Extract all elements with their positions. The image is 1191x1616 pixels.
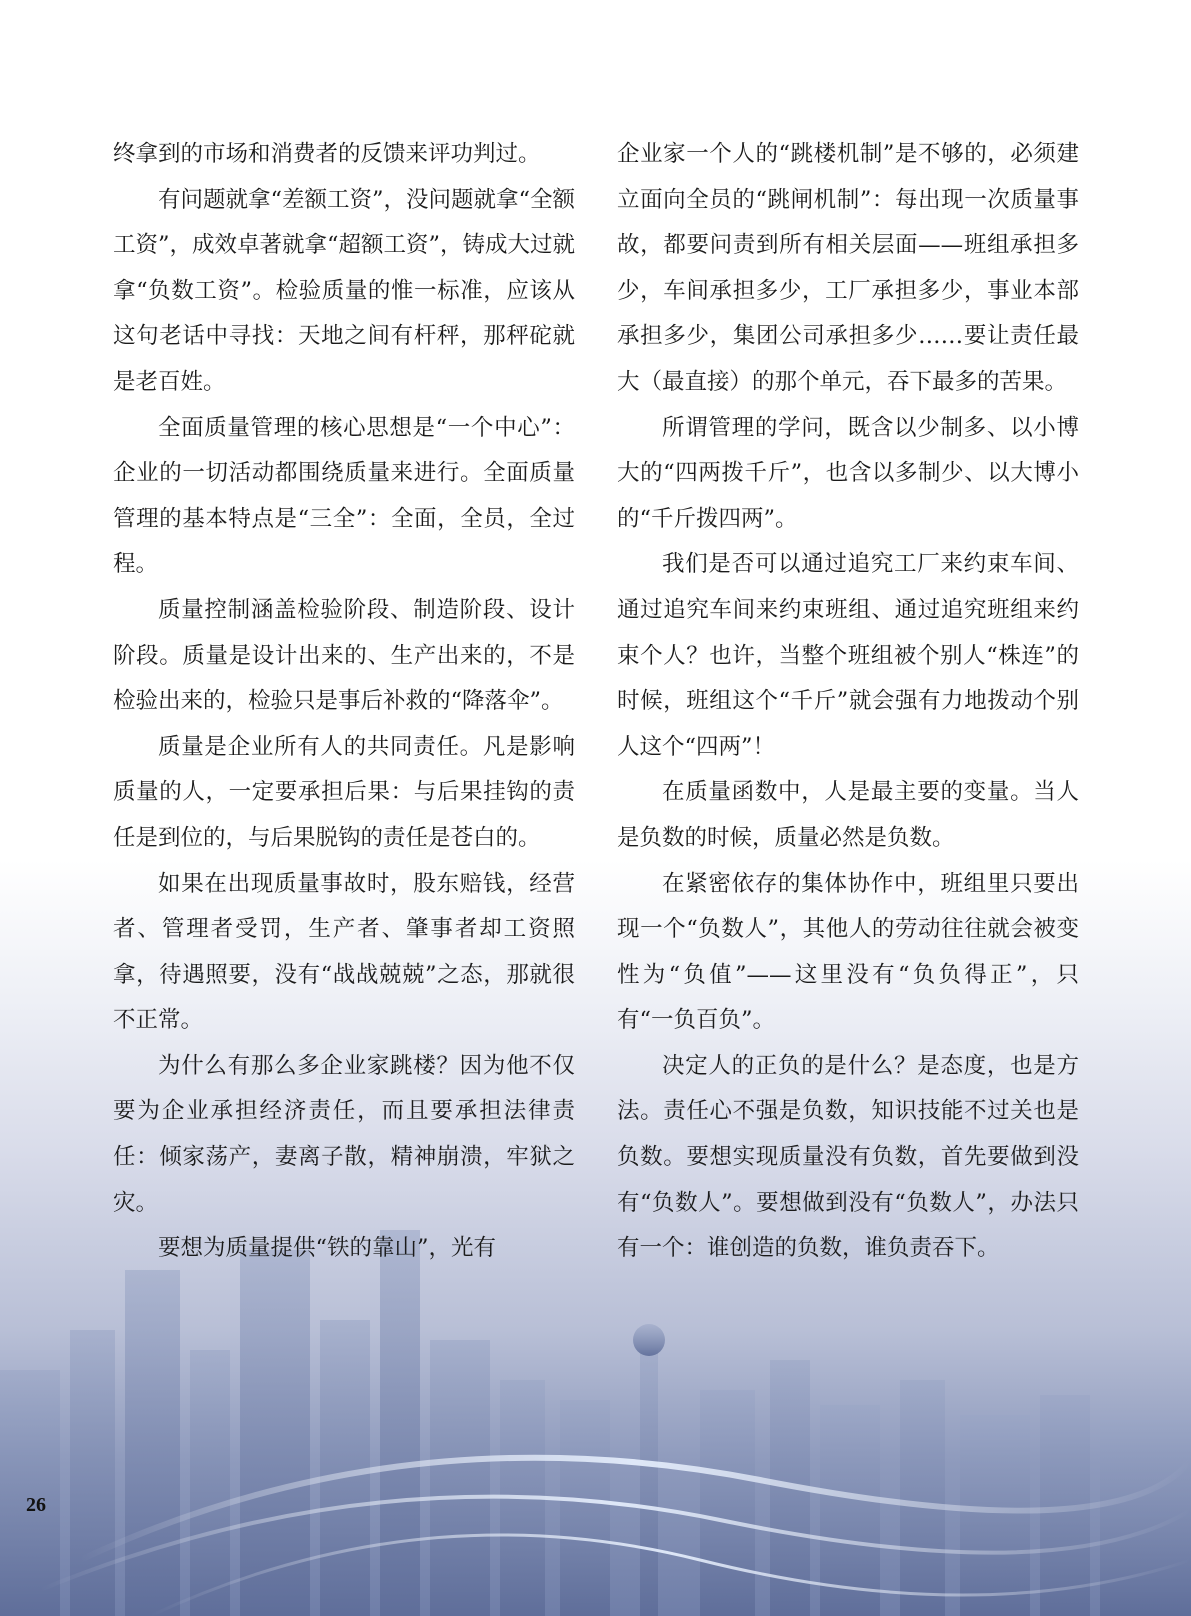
paragraph: 终拿到的市场和消费者的反馈来评功判过。	[113, 141, 541, 167]
paragraph: 企业家一个人的“跳楼机制”是不够的，必须建立面向全员的“跳闸机制”：每出现一次质量事故，都要问责到所有相关层面——班组承担多少，车间承担多少，工厂承担多少，事业本部承担多少，集团公司承担多少……要让责任最大（最直接）的那个单元，吞下最多的苦果。	[617, 141, 1079, 395]
paragraph: 质量控制涵盖检验阶段、制造阶段、设计阶段。质量是设计出来的、生产出来的，不是检验出来的，检验只是事后补救的“降落伞”。	[113, 596, 575, 715]
paragraph: 决定人的正负的是什么？是态度，也是方法。责任心不强是负数，知识技能不过关也是负数。要想实现质量没有负数，首先要做到没有“负数人”。要想做到没有“负数人”，办法只有一个：谁创造的负数，谁负责吞下。	[617, 1052, 1079, 1262]
paragraph: 所谓管理的学问，既含以少制多、以小博大的“四两拨千斤”，也含以多制少、以大博小的“千斤拨四两”。	[617, 414, 1079, 532]
paragraph: 在紧密依存的集体协作中，班组里只要出现一个“负数人”，其他人的劳动往往就会被变性为“负值”——这里没有“负负得正”，只有“一负百负”。	[617, 870, 1079, 1034]
paragraph: 为什么有那么多企业家跳楼？因为他不仅要为企业承担经济责任，而且要承担法律责任：倾家荡产，妻离子散，精神崩溃，牢狱之灾。	[113, 1052, 575, 1216]
city-skyline-image	[0, 1230, 1191, 1616]
page-number: 26	[26, 1494, 46, 1516]
right-text-column	[617, 132, 1079, 1272]
paragraph: 在质量函数中，人是最主要的变量。当人是负数的时候，质量必然是负数。	[617, 779, 1079, 851]
paragraph: 质量是企业所有人的共同责任。凡是影响质量的人，一定要承担后果：与后果挂钩的责任是到位的，与后果脱钩的责任是苍白的。	[113, 733, 575, 851]
paragraph: 要想为质量提供“铁的靠山”，光有	[158, 1235, 497, 1262]
left-text-column	[113, 132, 575, 1272]
paragraph: 全面质量管理的核心思想是“一个中心”：企业的一切活动都围绕质量来进行。全面质量管理的基本特点是“三全”：全面，全员，全过程。	[113, 414, 575, 578]
paragraph: 如果在出现质量事故时，股东赔钱，经营者、管理者受罚，生产者、肇事者却工资照拿，待遇照要，没有“战战兢兢”之态，那就很不正常。	[113, 870, 575, 1034]
paragraph: 我们是否可以通过追究工厂来约束车间、通过追究车间来约束班组、通过追究班组来约束个人？也许，当整个班组被个别人“株连”的时候，班组这个“千斤”就会强有力地拨动个别人这个“四两”！	[617, 551, 1079, 760]
paragraph: 有问题就拿“差额工资”，没问题就拿“全额工资”，成效卓著就拿“超额工资”，铸成大过就拿“负数工资”。检验质量的惟一标准，应该从这句老话中寻找：天地之间有杆秤，那秤砣就是老百姓。	[113, 186, 576, 395]
